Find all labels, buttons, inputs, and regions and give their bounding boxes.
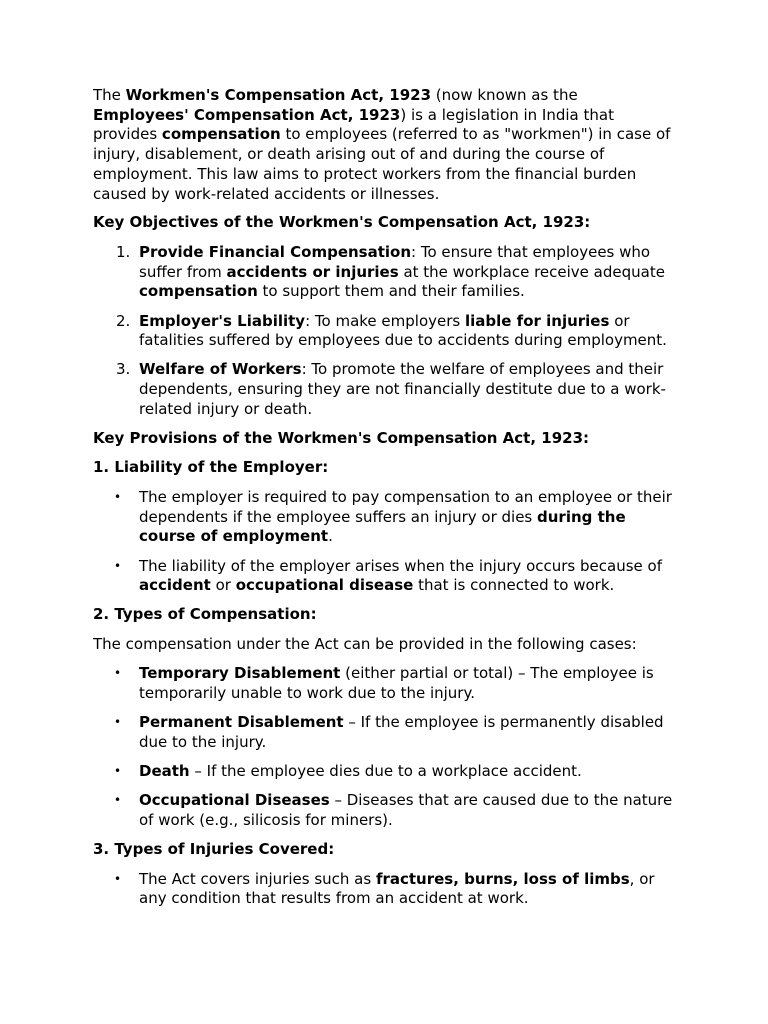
injury-type-item <box>93 870 675 909</box>
text-run: (now known as the <box>431 86 578 104</box>
bold-text: compensation <box>139 282 258 301</box>
objectives-heading: Key Objectives of the Workmen's Compensation Act, 1923: <box>93 213 591 232</box>
list-number: 1. <box>116 242 131 261</box>
text-run: at the workplace receive adequate <box>398 262 665 281</box>
bold-text: Death <box>139 762 190 781</box>
section2-title: 2. Types of Compensation: <box>93 604 317 623</box>
objectives-list <box>93 243 675 420</box>
section1-list <box>93 488 675 596</box>
section2-list <box>93 664 675 830</box>
document-page <box>93 86 675 918</box>
bold-text: occupational disease <box>235 576 414 595</box>
text-run: or <box>210 576 236 595</box>
bullet-icon: • <box>114 871 122 886</box>
bullet-icon: • <box>114 666 122 681</box>
bold-text: accidents or injuries <box>226 262 399 281</box>
bullet-icon: • <box>114 489 122 504</box>
compensation-type-item <box>93 762 675 782</box>
text-run: to support them and their families. <box>257 282 525 301</box>
objective-item <box>93 360 675 419</box>
text-run: to employees (referred to as "workmen") in case of injury, disablement, or death arising out of and during the course of employment. This law aims to protect workers from the financial burden caused by work-related accidents or illnesses. <box>93 125 671 203</box>
text-run: The Act covers injuries such as <box>139 869 376 888</box>
compensation-type-item <box>93 713 675 752</box>
bold-text: Workmen's Compensation Act, 1923 <box>125 86 432 104</box>
bold-text: Welfare of Workers <box>139 360 302 379</box>
intro-paragraph <box>93 86 675 204</box>
provisions-heading: Key Provisions of the Workmen's Compensation Act, 1923: <box>93 428 590 447</box>
bold-text: liable for injuries <box>465 311 610 330</box>
bold-text: accident <box>139 576 211 595</box>
text-run: – If the employee dies due to a workplace accident. <box>189 762 582 781</box>
bold-text: during the course of employment <box>139 507 626 546</box>
bold-text: Employer's Liability <box>139 311 306 330</box>
text-run: ) is a legislation in India that provides <box>93 105 614 144</box>
text-run: The liability of the employer arises when the injury occurs because of <box>139 556 662 575</box>
text-run: The <box>93 86 126 104</box>
text-run: . <box>328 527 333 546</box>
bullet-icon: • <box>114 558 122 573</box>
objective-item <box>93 312 675 351</box>
objective-item <box>93 243 675 302</box>
text-run: : To ensure that employees who suffer from <box>139 242 651 281</box>
section1-title: 1. Liability of the Employer: <box>93 458 329 477</box>
text-run: that is connected to work. <box>413 576 615 595</box>
text-run: : To promote the welfare of employees and their dependents, ensuring they are not financially destitute due to a work-related injury or death. <box>139 360 666 418</box>
text-run: The employer is required to pay compensation to an employee or their dependents if the employee suffers an injury or dies <box>139 487 672 526</box>
text-run: – Diseases that are caused due to the nature of work (e.g., silicosis for miners). <box>139 791 673 830</box>
text-run: , or any condition that results from an accident at work. <box>139 869 655 908</box>
bullet-icon: • <box>114 793 122 808</box>
bold-text: Permanent Disablement <box>139 713 344 732</box>
section3-title: 3. Types of Injuries Covered: <box>93 839 335 858</box>
bold-text: Occupational Diseases <box>139 791 330 810</box>
liability-item <box>93 488 675 547</box>
section2-lead: The compensation under the Act can be provided in the following cases: <box>93 634 637 653</box>
bold-text: Provide Financial Compensation <box>139 242 412 261</box>
bold-text: fractures, burns, loss of limbs <box>375 869 630 888</box>
compensation-type-item <box>93 791 675 830</box>
text-run: or fatalities suffered by employees due to accidents during employment. <box>139 311 667 350</box>
compensation-type-item <box>93 664 675 703</box>
bold-text: Temporary Disablement <box>139 664 341 683</box>
text-run: (either partial or total) – The employee is temporarily unable to work due to the injury. <box>139 664 654 703</box>
section3-list <box>93 870 675 909</box>
bold-text: compensation <box>161 125 281 144</box>
text-run: – If the employee is permanently disabled due to the injury. <box>139 713 664 751</box>
list-number: 2. <box>116 311 131 330</box>
bullet-icon: • <box>114 715 122 730</box>
bold-text: Employees' Compensation Act, 1923 <box>93 105 401 124</box>
liability-item <box>93 557 675 596</box>
text-run: : To make employers <box>305 311 465 330</box>
list-number: 3. <box>116 360 131 379</box>
bullet-icon: • <box>114 764 122 779</box>
